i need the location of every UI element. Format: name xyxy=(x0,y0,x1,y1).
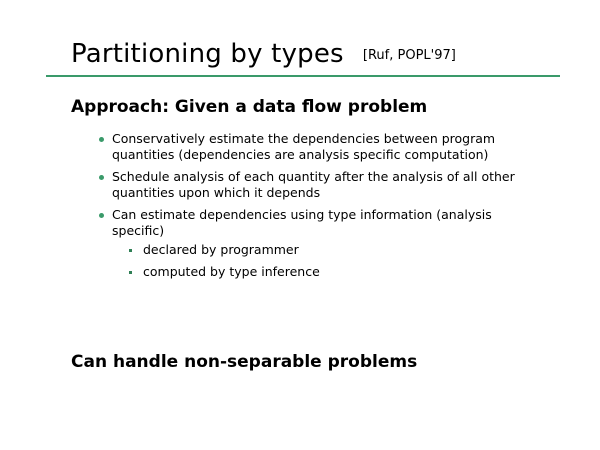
bullet-text: Conservatively estimate the dependencies between program quantities (dependencies are analysis specific computation) xyxy=(112,131,496,162)
title-divider xyxy=(46,75,560,77)
sub-bullet-list xyxy=(126,242,547,280)
closing-heading: Can handle non-separable problems xyxy=(71,352,418,372)
citation: [Ruf, POPL'97] xyxy=(362,48,456,63)
bullet-list xyxy=(97,131,547,286)
sub-bullet-item xyxy=(126,242,547,258)
bullet-item xyxy=(97,131,547,163)
bullet-dot-icon xyxy=(99,175,104,180)
square-bullet-icon xyxy=(129,249,132,252)
bullet-item xyxy=(97,169,547,201)
sub-bullet-text: declared by programmer xyxy=(143,242,299,257)
slide-title: Partitioning by types xyxy=(71,39,344,69)
sub-bullet-item xyxy=(126,264,547,280)
title-row xyxy=(71,38,456,70)
bullet-dot-icon xyxy=(99,213,104,218)
approach-heading: Approach: Given a data flow problem xyxy=(71,97,428,117)
bullet-text: Can estimate dependencies using type information (analysis specific) xyxy=(112,207,492,238)
bullet-dot-icon xyxy=(99,137,104,142)
bullet-text: Schedule analysis of each quantity after the analysis of all other quantities upon which it depends xyxy=(112,169,515,200)
square-bullet-icon xyxy=(129,271,132,274)
sub-bullet-text: computed by type inference xyxy=(143,264,320,279)
bullet-item xyxy=(97,207,547,280)
